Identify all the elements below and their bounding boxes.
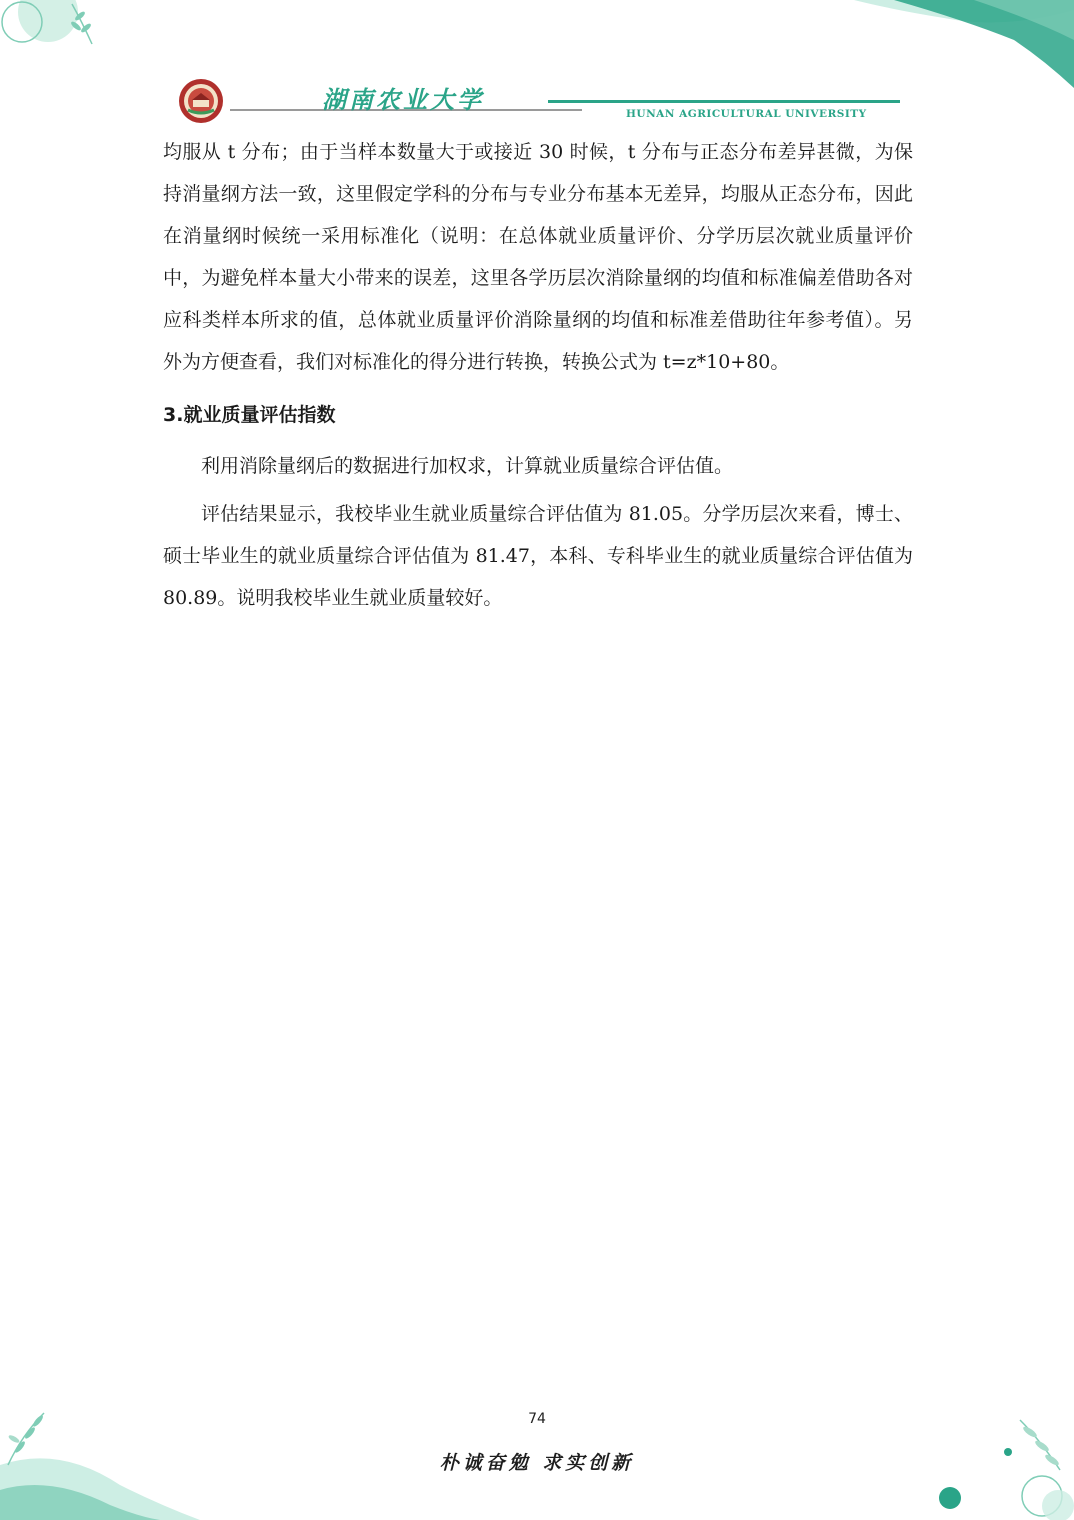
- section-heading-3: 3.就业质量评估指数: [163, 404, 336, 426]
- body-paragraph-1: 均服从 t 分布；由于当样本数量大于或接近 30 时候，t 分布与正态分布差异甚微，为保持消量纲方法一致，这里假定学科的分布与专业分布基本无差异，均服从正态分布，因此在消量纲时候统一采用标准化（说明：在总体就业质量评价、分学历层次就业质量评价中，为避免样本量大小带来的误差，这里各学历层次消除量纲的均值和标准偏差借助各对应科类样本所求的值，总体就业质量评价消除量纲的均值和标准差借助往年参考值）。另外为方便查看，我们对标准化的得分进行转换，转换公式为 t=z*10+80。: [163, 141, 913, 373]
- corner-decoration-top-left: [0, 0, 110, 60]
- footer-motto: 朴诚奋勉 求实创新: [439, 1452, 635, 1474]
- corner-decoration-bottom-left: [0, 1405, 200, 1520]
- document-body: [163, 131, 913, 619]
- body-paragraph-3: 评估结果显示，我校毕业生就业质量综合评估值为 81.05。分学历层次来看，博士、硕士毕业生的就业质量综合评估值为 81.47，本科、专科毕业生的就业质量综合评估值为 80.89。说明我校毕业生就业质量较好。: [163, 503, 913, 609]
- body-paragraph-2: 利用消除量纲后的数据进行加权求，计算就业质量综合评估值。: [201, 455, 734, 477]
- corner-decoration-bottom-right: [930, 1410, 1074, 1520]
- header-right-rule: [548, 100, 900, 103]
- page-number: 74: [528, 1411, 546, 1427]
- university-name-cn: 湖南农业大学: [322, 85, 484, 114]
- university-name-en: HUNAN AGRICULTURAL UNIVERSITY: [626, 108, 867, 120]
- corner-decoration-top-right: [854, 0, 1074, 90]
- university-seal-logo: [178, 78, 224, 124]
